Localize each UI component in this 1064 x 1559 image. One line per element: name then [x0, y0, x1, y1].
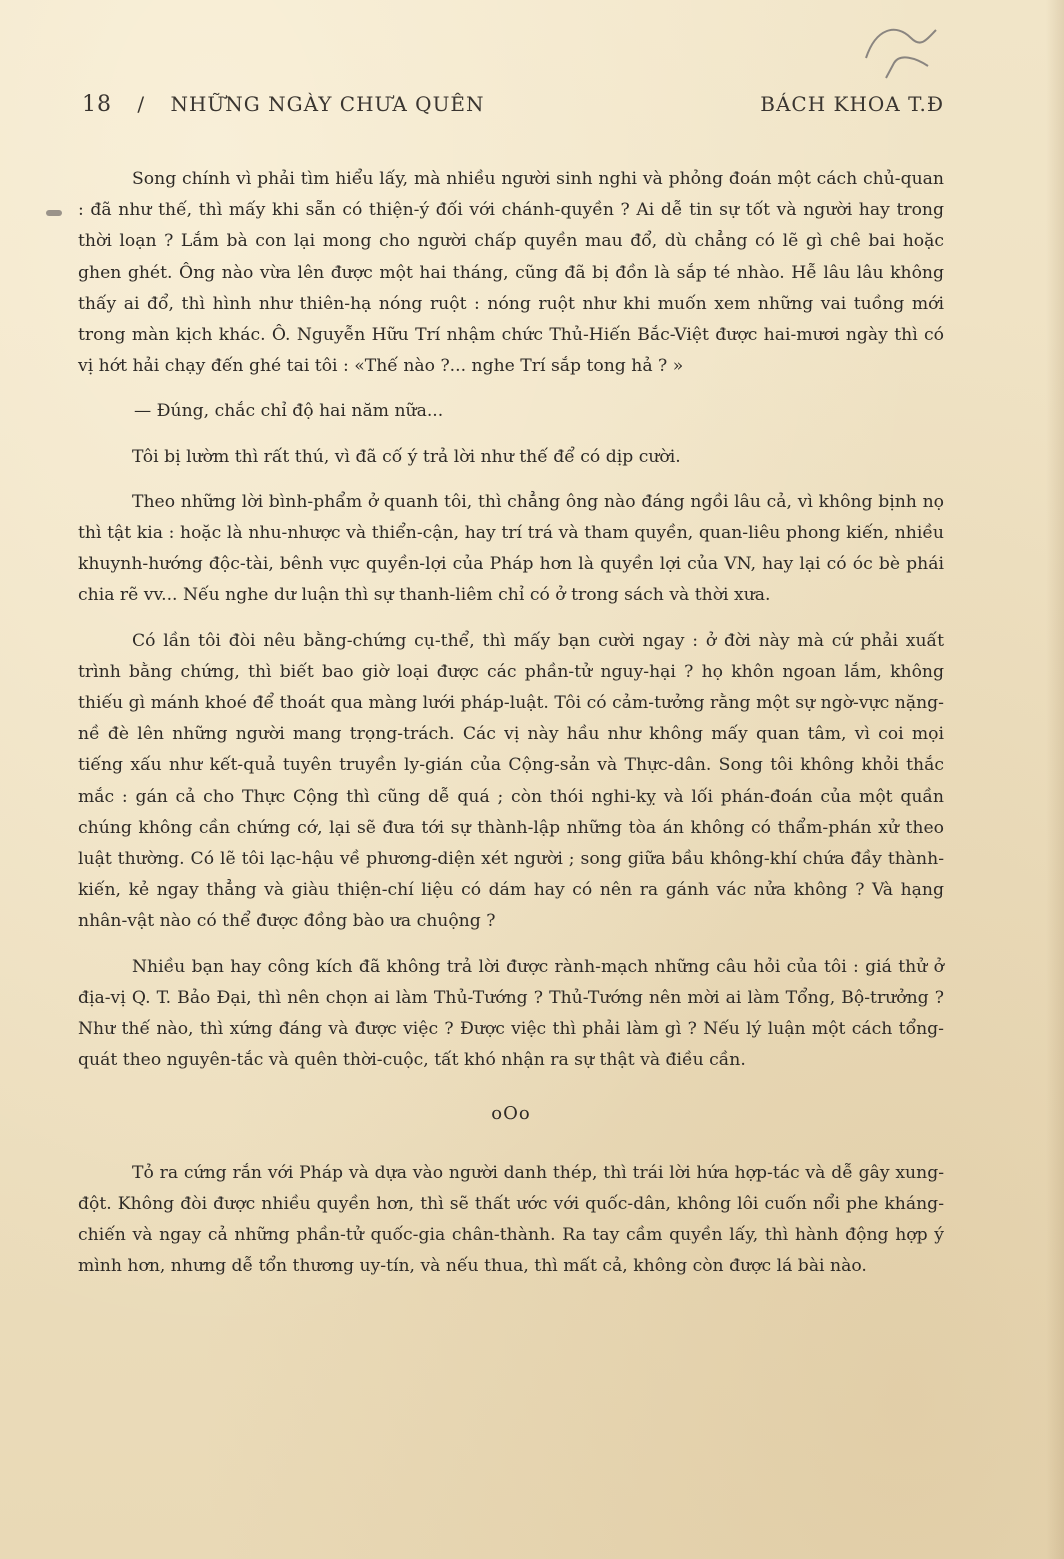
- running-header: [82, 92, 944, 128]
- paragraph: Nhiều bạn hay công kích đã không trả lời được rành-mạch những câu hỏi của tôi : giá thử ở địa-vị Q. T. Bảo Đại, thì nên chọn ai làm Thủ-Tướng ? Thủ-Tướng nên mời ai làm Tổng, Bộ-trưởng ? Như thế nào, thì xứng đáng và được việc ? Được việc thì phải làm gì ? Nếu lý luận một cách tổng-quát theo nguyên-tắc và quên thời-cuộc, tất khó nhận ra sự thật và điều cần.: [78, 956, 944, 1071]
- stray-ink-mark: [46, 210, 62, 216]
- dialog-line: — Đúng, chắc chỉ độ hai năm nữa...: [134, 401, 444, 422]
- paragraph: Tôi bị lườm thì rất thú, vì đã cố ý trả lời như thế để có dịp cười.: [132, 446, 681, 467]
- paragraph: Tỏ ra cứng rắn với Pháp và dựa vào người danh thép, thì trái lời hứa hợp-tác và dễ gây xung-đột. Không đòi được nhiều quyền hơn, thì sẽ thất ước với quốc-dân, không lôi cuốn nổi phe kháng-chiến và ngay cả những phần-tử quốc-gia chân-thành. Ra tay cầm quyền lấy, thì hành động hợp ý mình hơn, nhưng dễ tổn thương uy-tín, và nếu thua, thì mất cả, không còn được lá bài nào.: [78, 1162, 944, 1277]
- handwritten-pen-mark: [856, 18, 946, 88]
- page-number: 18: [82, 92, 112, 117]
- publication-name: BÁCH KHOA T.Đ: [760, 92, 944, 116]
- header-left: [82, 92, 485, 117]
- book-title: NHỮNG NGÀY CHƯA QUÊN: [170, 92, 485, 116]
- body-text: [78, 164, 944, 1297]
- paragraph: Có lần tôi đòi nêu bằng-chứng cụ-thể, thì mấy bạn cười ngay : ở đời này mà cứ phải xuất trình bằng chứng, thì biết bao giờ loại được các phần-tử nguy-hại ? họ khôn ngoan lắm, không thiếu gì mánh khoé để thoát qua màng lưới pháp-luật. Tôi có cảm-tưởng rằng một sự ngờ-vực nặng-nề đè lên những người mang trọng-trách. Các vị này hầu như không mấy quan tâm, vì coi mọi tiếng xấu như kết-quả tuyên truyền ly-gián của Cộng-sản và Thực-dân. Song tôi không khỏi thắc mắc : gán cả cho Thực Cộng thì cũng dễ quá ; còn thói nghi-kỵ và lối phán-đoán của một quần chúng không cần chứng cớ, lại sẽ đưa tới sự thành-lập những tòa án không có thẩm-phán xử theo luật thường. Có lẽ tôi lạc-hậu về phương-diện xét người ; song giữa bầu không-khí chứa đầy thành-kiến, kẻ ngay thẳng và giàu thiện-chí liệu có dám hay có nên ra gánh vác nửa không ? Và hạng nhân-vật nào có thể được đồng bào ưa chuộng ?: [78, 630, 944, 932]
- paragraph: Theo những lời bình-phẩm ở quanh tôi, thì chẳng ông nào đáng ngồi lâu cả, vì không bịnh nọ thì tật kia : hoặc là nhu-nhược và thiển-cận, hay trí trá và tham quyền, quan-liêu phong kiến, nhiều khuynh-hướng độc-tài, bênh vực quyền-lợi của Pháp hơn là quyền lợi của VN, hay lại có óc bè phái chia rẽ vv... Nếu nghe dư luận thì sự thanh-liêm chỉ có ở trong sách và thời xưa.: [78, 491, 944, 606]
- paragraph: Song chính vì phải tìm hiểu lấy, mà nhiều người sinh nghi và phỏng đoán một cách chủ-quan : đã như thế, thì mấy khi sẵn có thiện-ý đối với chánh-quyền ? Ai dễ tin sự tốt và người hay trong thời loạn ? Lắm bà con lại mong cho người chấp quyền mau đổ, dù chẳng có lẽ gì chê bai hoặc ghen ghét. Ông nào vừa lên được một hai tháng, cũng đã bị đồn là sắp té nhào. Hễ lâu lâu không thấy ai đổ, thì hình như thiên-hạ nóng ruột : nóng ruột như khi muốn xem những vai tuồng mới trong màn kịch khác. Ô. Nguyễn Hữu Trí nhậm chức Thủ-Hiến Bắc-Việt được hai-mươi ngày thì có vị hớt hải chạy đến ghé tai tôi : «Thế nào ?... nghe Trí sắp tong hả ? »: [78, 169, 944, 377]
- page-edge-shadow: [1046, 0, 1064, 1559]
- header-separator: /: [137, 92, 146, 116]
- section-break: oOo: [491, 1103, 531, 1125]
